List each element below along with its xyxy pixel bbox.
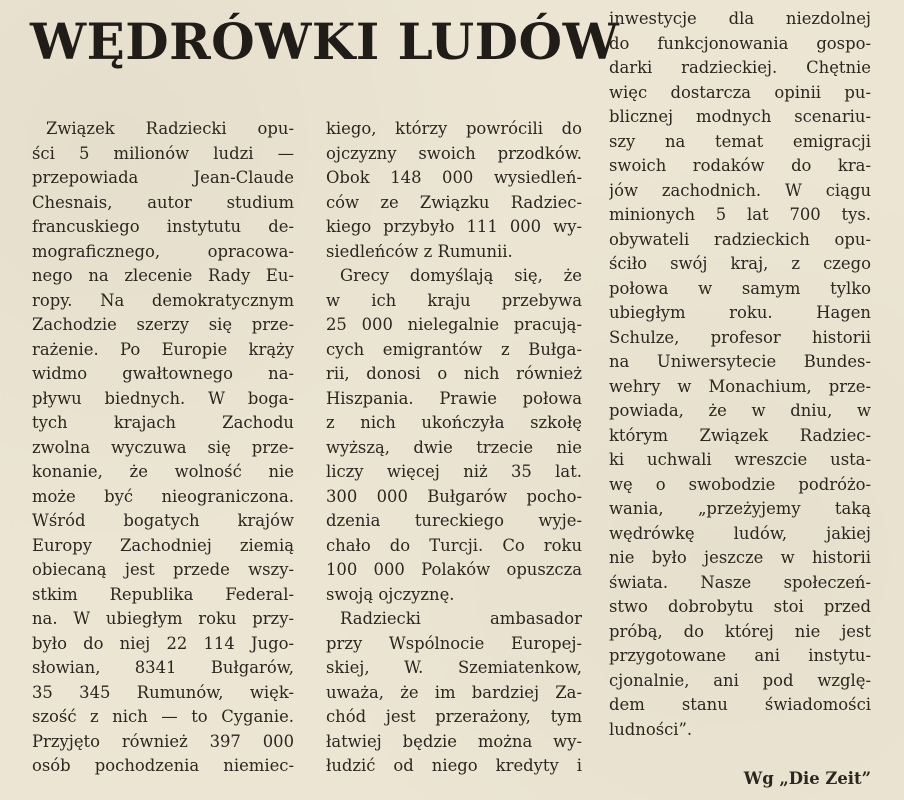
- text-line: pływu biednych. W boga-: [32, 388, 294, 408]
- text-line: Chesnais, autor studium: [32, 192, 294, 212]
- text-line: na. W ubiegłym roku przy-: [32, 609, 294, 628]
- text-line: połowa w samym tylko: [609, 278, 871, 298]
- text-line: łudzić od niego kredyty i: [326, 756, 582, 775]
- text-line: liczy więcej niż 35 lat.: [326, 462, 582, 481]
- text-line: którym Związek Radziec-: [609, 425, 871, 445]
- text-line: do funkcjonowania gospo-: [609, 33, 871, 53]
- text-line: 300 000 Bułgarów pocho-: [326, 486, 582, 506]
- text-line: chało do Turcji. Co roku: [326, 535, 582, 555]
- text-line: na Uniwersytecie Bundes-: [609, 352, 871, 371]
- text-line: próbą, do której nie jest: [609, 621, 871, 641]
- text-line: dem stanu świadomości: [609, 695, 871, 714]
- text-line: nie było jeszcze w historii: [609, 548, 871, 567]
- text-line: dzenia tureckiego wyje-: [326, 511, 582, 530]
- text-line: ropy. Na demokratycznym: [32, 290, 294, 310]
- text-line: Europy Zachodniej ziemią: [32, 535, 294, 555]
- text-line: Grecy domyślają się, że: [340, 266, 582, 285]
- text-line: kiego przybyło 111 000 wy-: [326, 217, 582, 236]
- text-line: 35 345 Rumunów, więk-: [32, 682, 294, 702]
- text-line: Obok 148 000 wysiedleń-: [326, 168, 582, 187]
- text-line: ojczyzny swoich przodków.: [326, 143, 582, 163]
- text-line: łatwiej będzie można wy-: [326, 731, 582, 751]
- text-line: Schulze, profesor historii: [609, 327, 871, 347]
- text-line: uważa, że im bardziej Za-: [326, 682, 582, 702]
- text-line: mograficznego, opracowa-: [32, 241, 294, 261]
- text-line: jów zachodnich. W ciągu: [609, 180, 871, 200]
- text-line: nego na zlecenie Rady Eu-: [32, 266, 294, 285]
- text-line: Zachodzie szerzy się prze-: [32, 315, 294, 334]
- text-line: widmo gwałtownego na-: [32, 364, 294, 383]
- text-line: ców ze Związku Radziec-: [326, 192, 582, 212]
- text-line: przy Wspólnocie Europej-: [326, 633, 582, 653]
- text-line: 100 000 Polaków opuszcza: [326, 560, 582, 579]
- text-line: rii, donosi o nich również: [326, 364, 582, 383]
- text-line: więc dostarcza opinii pu-: [609, 82, 871, 102]
- text-line: Wśród bogatych krajów: [32, 511, 294, 530]
- text-line: ściło swój kraj, z czego: [609, 254, 871, 273]
- text-line: może być nieograniczona.: [32, 486, 294, 506]
- text-line: wyższą, dwie trzecie nie: [326, 437, 582, 457]
- text-line: zwolna wyczuwa się prze-: [32, 437, 294, 457]
- text-line: osób pochodzenia niemiec-: [32, 756, 294, 775]
- text-line: minionych 5 lat 700 tys.: [609, 205, 871, 224]
- text-line: ści 5 milionów ludzi —: [32, 143, 294, 163]
- text-line: swoich rodaków do kra-: [609, 156, 871, 175]
- text-line: swoją ojczyznę.: [326, 584, 455, 604]
- spacer: [609, 742, 871, 767]
- text-line: Związek Radziecki opu-: [46, 119, 294, 138]
- text-line: Hiszpania. Prawie połowa: [326, 388, 582, 408]
- text-line: tych krajach Zachodu: [32, 413, 294, 432]
- text-line: wędrówkę ludów, jakiej: [609, 523, 871, 543]
- text-line: rażenie. Po Europie krąży: [32, 339, 294, 359]
- text-line: blicznej modnych scenariu-: [609, 107, 871, 126]
- text-line: przygotowane ani instytu-: [609, 646, 871, 665]
- text-line: chód jest przerażony, tym: [326, 707, 582, 726]
- article-column-2: [326, 117, 582, 779]
- text-line: kiego, którzy powrócili do: [326, 119, 582, 138]
- text-line: świata. Nasze społeczeń-: [609, 572, 871, 592]
- text-line: wę o swobodzie podróżo-: [609, 474, 871, 494]
- text-line: inwestycje dla niezdolnej: [609, 9, 871, 28]
- text-line: z nich ukończyła szkołę: [326, 413, 582, 432]
- text-line: cjonalnie, ani pod wzglę-: [609, 670, 871, 690]
- text-line: skiej, W. Szemiatenkow,: [326, 658, 582, 677]
- text-line: w ich kraju przebywa: [326, 290, 582, 310]
- article-column-3: [609, 7, 871, 791]
- text-line: Radziecki ambasador: [340, 609, 582, 628]
- text-line: konanie, że wolność nie: [32, 462, 294, 481]
- text-line: ludności”.: [609, 719, 693, 739]
- text-line: obywateli radzieckich opu-: [609, 229, 871, 249]
- text-line: przepowiada Jean-Claude: [32, 168, 294, 187]
- text-line: stwo dobrobytu stoi przed: [609, 597, 871, 616]
- article-headline: WĘDRÓWKI LUDÓW: [30, 12, 620, 71]
- text-line: ubiegłym roku. Hagen: [609, 303, 871, 322]
- text-line: obiecaną jest przede wszy-: [32, 560, 294, 579]
- text-line: darki radzieckiej. Chętnie: [609, 58, 871, 77]
- article-column-1: [32, 117, 294, 779]
- text-line: Przyjęto również 397 000: [32, 731, 294, 751]
- text-line: 25 000 nielegalnie pracują-: [326, 315, 582, 334]
- text-line: cych emigrantów z Bułga-: [326, 339, 582, 359]
- text-line: słowian, 8341 Bułgarów,: [32, 658, 294, 677]
- text-line: powiada, że w dniu, w: [609, 401, 871, 420]
- text-line: stkim Republika Federal-: [32, 584, 294, 604]
- text-line: siedleńców z Rumunii.: [326, 241, 513, 261]
- text-line: francuskiego instytutu de-: [32, 217, 294, 236]
- text-line: szy na temat emigracji: [609, 131, 871, 151]
- text-line: ki uchwali wreszcie usta-: [609, 450, 871, 469]
- text-line: szość z nich — to Cyganie.: [32, 707, 294, 726]
- text-line: było do niej 22 114 Jugo-: [32, 633, 294, 653]
- text-line: wehry w Monachium, prze-: [609, 376, 871, 396]
- text-line: wania, „przeżyjemy taką: [609, 499, 871, 518]
- source-credit: Wg „Die Zeit”: [743, 768, 871, 788]
